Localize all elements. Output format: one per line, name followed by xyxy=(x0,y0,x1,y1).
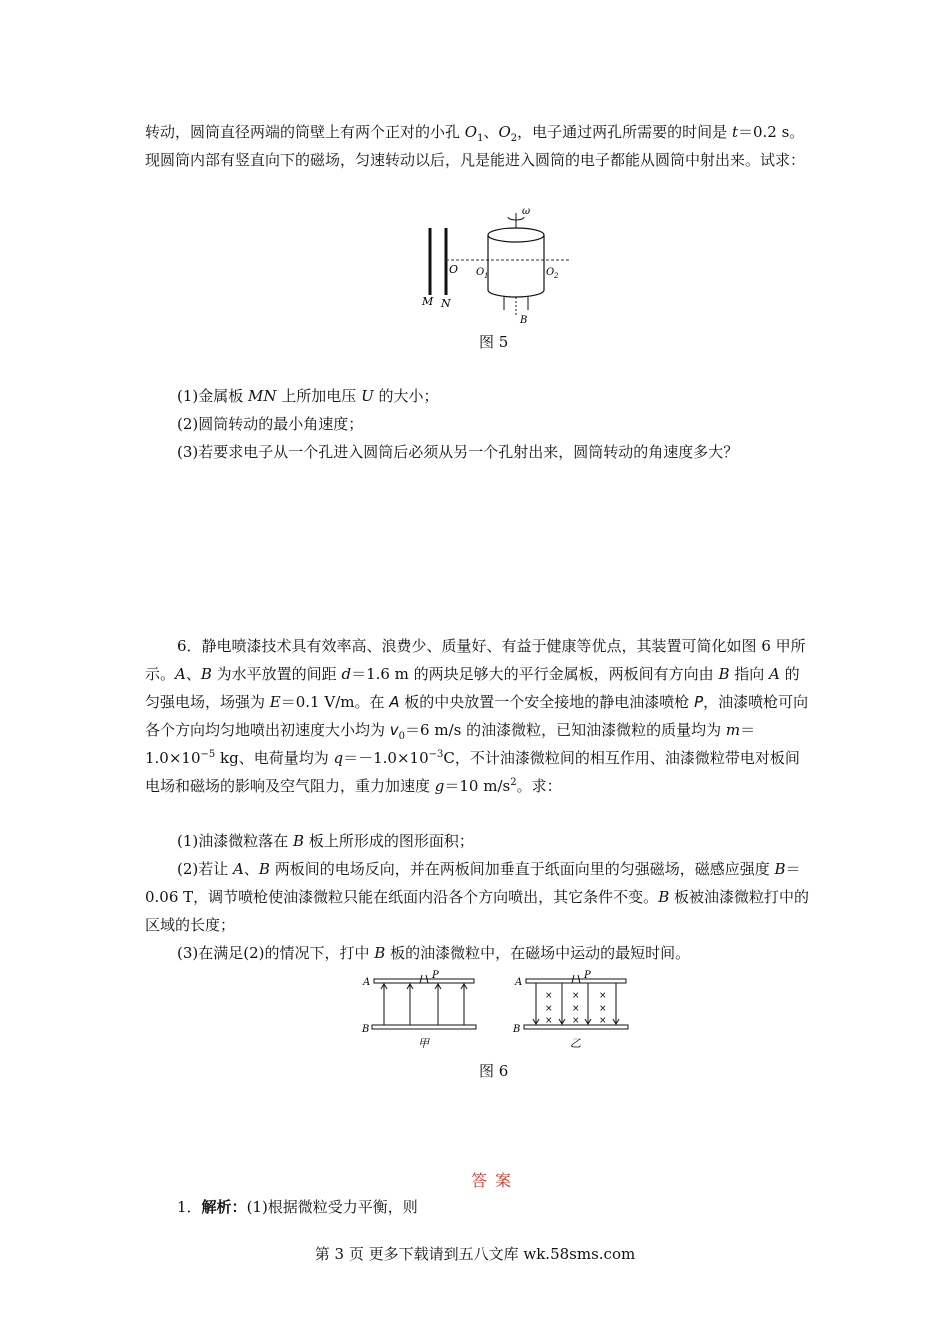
label-p-left: P xyxy=(432,970,439,981)
label-o: O xyxy=(449,263,459,276)
plate-b-left xyxy=(372,1025,476,1029)
page-footer: 第 3 页 更多下载请到五八文库 wk.58sms.com xyxy=(314,1245,636,1263)
figure-5-caption: 图 5 xyxy=(479,333,509,351)
magnetic-cross: × xyxy=(572,1016,580,1026)
magnetic-cross: × xyxy=(599,1016,607,1026)
magnetic-cross: × xyxy=(545,991,553,1001)
figure-6-left-panel xyxy=(361,970,476,1050)
label-b-right: B xyxy=(513,1024,521,1035)
cylinder-bottom xyxy=(488,290,544,297)
label-n: N xyxy=(441,297,451,310)
problem6-question-2: (2)若让 A、B 两板间的电场反向，并在两板间加垂直于纸面向里的匀强磁场，磁感应强度 B＝0.06 T，调节喷枪使油漆微粒只能在纸面内沿各个方向喷出，其它条件不变。B 板被油漆微粒打中的区域的长度； xyxy=(145,860,809,934)
label-m: M xyxy=(422,295,434,308)
label-o1: O xyxy=(476,267,485,278)
problem5-question-3: (3)若要求电子从一个孔进入圆筒后必须从另一个孔射出来，圆筒转动的角速度多大？ xyxy=(177,443,739,461)
magnetic-cross: × xyxy=(545,1004,553,1014)
label-b-left: B xyxy=(362,1024,370,1035)
answer-title: 答案 xyxy=(471,1171,520,1190)
label-p-right: P xyxy=(584,970,591,981)
problem6-paragraph: 6．静电喷漆技术具有效率高、浪费少、质量好、有益于健康等优点，其装置可简化如图 6 甲所示。A、B 为水平放置的间距 d＝1.6 m 的两块足够大的平行金属板，两板间有方向由 B 指向 A 的匀强电场，场强为 E＝0.1 V/m。在 A 板的中央放置一个安全接地的静电油漆喷枪 P，油漆喷枪可向各个方向均匀地喷出初速度大小均为 $v_0=6$ m/s 的油漆微粒，已知油漆微粒的质量均为 $m=1.0\times 10^{-5}$ kg、电荷量均为 $q=-1.0\times 10^{-3}C$，不计油漆微粒间的相互作用、油漆微粒带电对板间电场和磁场的影响及空气阻力，重力加速度 g＝10 $m/s^2$。求： xyxy=(145,637,809,795)
label-yi: 乙 xyxy=(570,1037,581,1050)
figure-6-diagram xyxy=(360,967,640,1057)
magnetic-cross: × xyxy=(545,1016,553,1026)
label-a-right: A xyxy=(515,977,523,988)
problem5-question-2: (2)圆筒转动的最小角速度； xyxy=(177,415,364,433)
label-b: B xyxy=(520,315,528,326)
magnetic-cross: × xyxy=(572,991,580,1001)
problem6-question-1: (1)油漆微粒落在 B 板上所形成的图形面积； xyxy=(177,832,474,850)
label-omega: ω xyxy=(522,206,531,217)
label-jia: 甲 xyxy=(418,1037,429,1050)
problem6-question-3: (3)在满足(2)的情况下，打中 B 板的油漆微粒中，在磁场中运动的最短时间。 xyxy=(177,944,691,962)
figure-6-caption: 图 6 xyxy=(479,1062,509,1080)
cylinder-top xyxy=(488,228,544,242)
magnetic-cross: × xyxy=(599,991,607,1001)
magnetic-cross: × xyxy=(572,1004,580,1014)
figure-6-right-panel xyxy=(512,970,628,1050)
label-a-left: A xyxy=(363,977,371,988)
problem5-question-1: (1)金属板 MN 上所加电压 U 的大小； xyxy=(177,387,439,405)
plate-a-right xyxy=(526,979,626,983)
plate-a-left xyxy=(374,979,474,983)
label-o2: O xyxy=(546,267,555,278)
intro-paragraph: 转动，圆筒直径两端的筒壁上有两个正对的小孔 $O_1$、$O_2$，电子通过两孔所需要的时间是 t＝0.2 s。现圆筒内部有竖直向下的磁场，匀速转动以后，凡是能进入圆筒的电子都能从圆筒中射出来。试求： xyxy=(145,123,806,169)
magnetic-cross: × xyxy=(599,1004,607,1014)
answer-line-1: 1．解析：(1)根据微粒受力平衡，则 xyxy=(177,1198,418,1216)
label-o1-sub: 1 xyxy=(484,272,489,280)
label-o2-sub: 2 xyxy=(554,272,559,280)
figure-5-diagram xyxy=(420,205,580,325)
